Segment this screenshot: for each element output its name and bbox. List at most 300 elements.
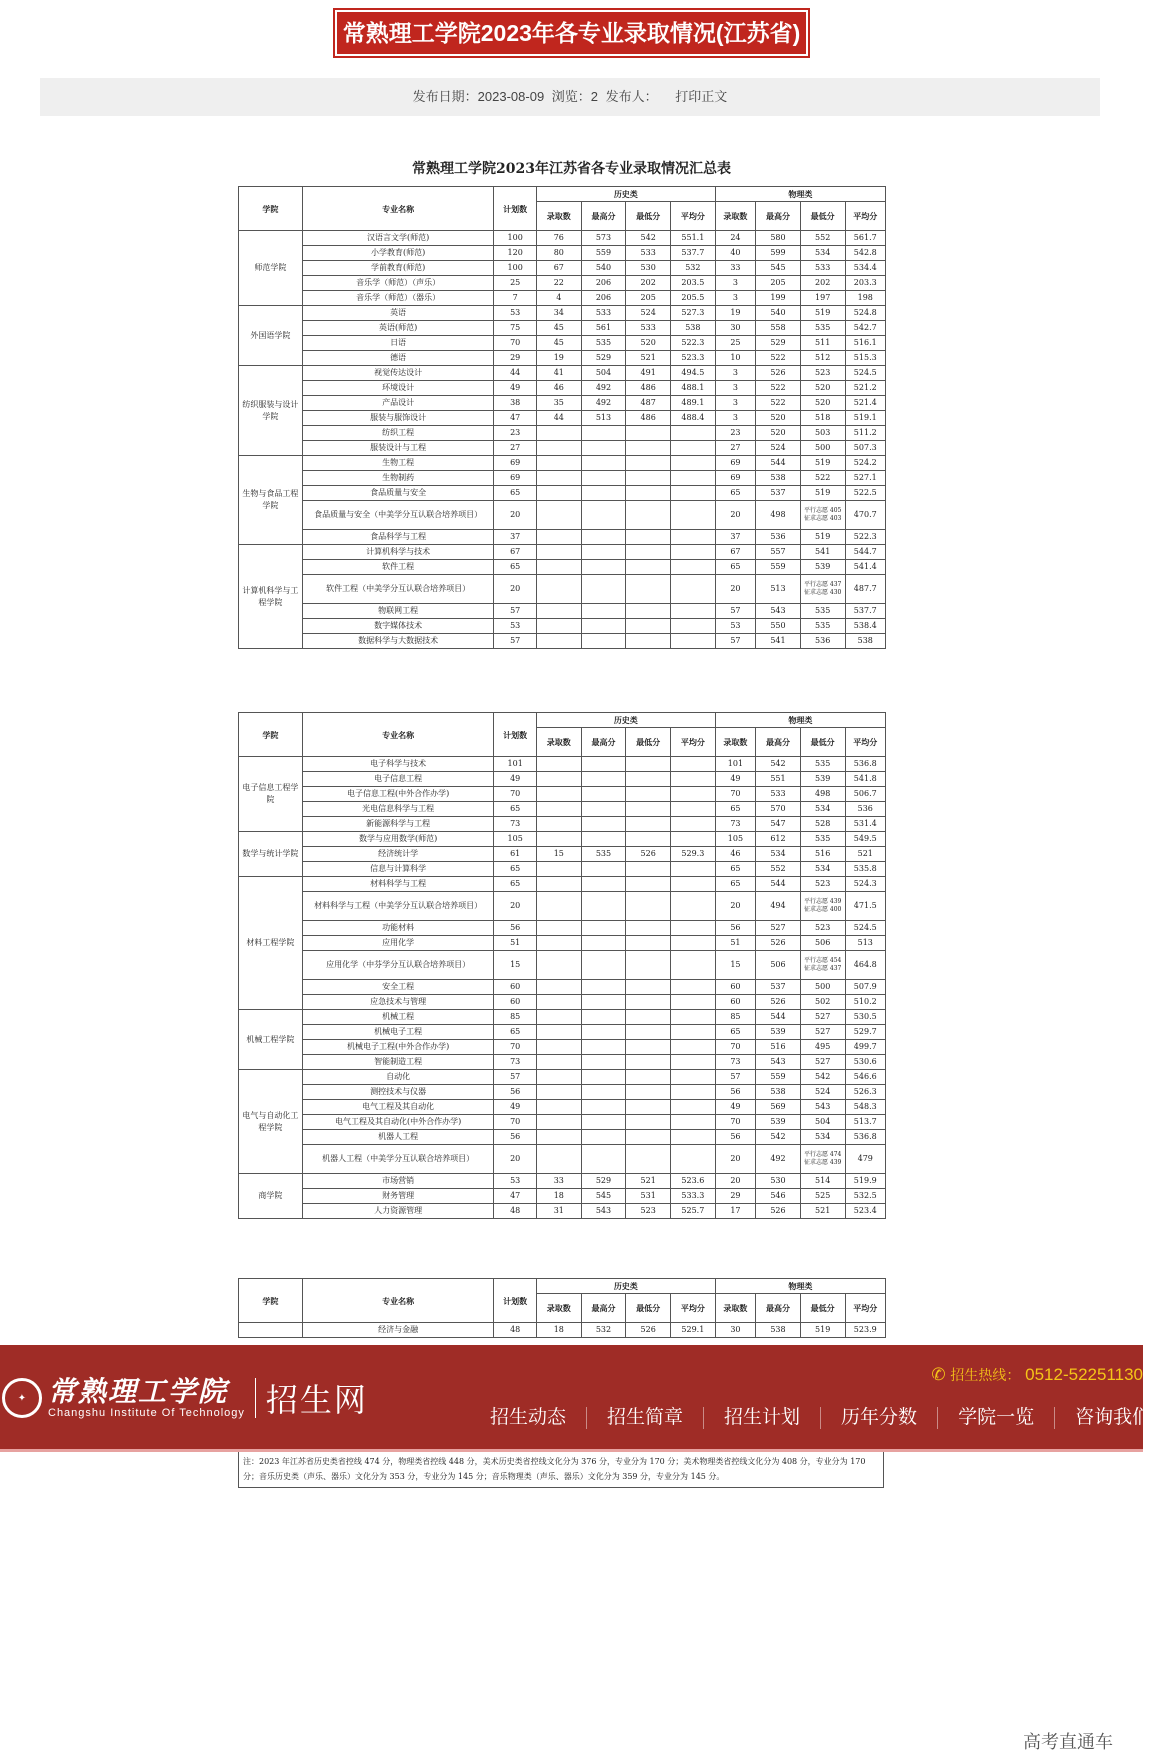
major-cell: 财务管理: [302, 1189, 494, 1204]
value-cell: 506: [800, 936, 845, 951]
major-cell: 服装与服饰设计: [302, 411, 494, 426]
value-cell: [536, 787, 581, 802]
table-row: [239, 381, 886, 396]
value-cell: 523.6: [671, 1174, 716, 1189]
value-cell: 531: [626, 1189, 671, 1204]
nav-item-colleges[interactable]: 学院一览: [938, 1407, 1055, 1429]
table-row: [239, 231, 886, 246]
value-cell: 525: [800, 1189, 845, 1204]
value-cell: [581, 1085, 626, 1100]
major-cell: 物联网工程: [302, 604, 494, 619]
major-cell: 食品质量与安全: [302, 486, 494, 501]
value-cell: 580: [756, 231, 801, 246]
value-cell: 510.2: [845, 995, 886, 1010]
value-cell: [581, 772, 626, 787]
subheader-cell: 平均分: [671, 728, 716, 757]
value-cell: 3: [715, 366, 755, 381]
value-cell: 538: [756, 471, 801, 486]
value-cell: 524.5: [845, 366, 886, 381]
value-cell: 57: [494, 634, 537, 649]
value-cell: 529.7: [845, 1025, 886, 1040]
value-cell: 533.3: [671, 1189, 716, 1204]
value-cell: 56: [494, 921, 537, 936]
value-cell: [671, 921, 716, 936]
value-cell: [581, 1025, 626, 1040]
value-cell: 513: [756, 575, 801, 604]
major-cell: 功能材料: [302, 921, 494, 936]
value-cell: 534: [800, 1130, 845, 1145]
value-cell: [536, 1145, 581, 1174]
value-cell: 76: [536, 231, 581, 246]
value-cell: [671, 980, 716, 995]
admission-table-2: [238, 712, 886, 1219]
value-cell: 559: [756, 1070, 801, 1085]
value-cell: 56: [494, 1085, 537, 1100]
value-cell: 65: [494, 560, 537, 575]
value-cell: 542: [800, 1070, 845, 1085]
value-cell: 523.9: [845, 1323, 886, 1338]
major-cell: 英语(师范): [302, 321, 494, 336]
table-row: [239, 951, 886, 980]
value-cell: 539: [800, 560, 845, 575]
value-cell: 523: [626, 1204, 671, 1219]
major-cell: 应用化学（中芬学分互认联合培养项目）: [302, 951, 494, 980]
value-cell: 48: [494, 1323, 537, 1338]
table-row: [239, 1189, 886, 1204]
value-cell: 520: [626, 336, 671, 351]
value-cell: 69: [715, 471, 755, 486]
value-cell: [581, 1100, 626, 1115]
value-cell: 503: [800, 426, 845, 441]
value-cell: 20: [715, 892, 755, 921]
print-button[interactable]: 打印正文: [675, 89, 728, 104]
value-cell: 202: [626, 276, 671, 291]
table-row: [239, 456, 886, 471]
major-cell: 数字媒体技术: [302, 619, 494, 634]
header-plan: 计划数: [494, 713, 537, 757]
value-cell: 539: [800, 772, 845, 787]
value-cell: 532.5: [845, 1189, 886, 1204]
value-cell: [581, 951, 626, 980]
value-cell: [671, 892, 716, 921]
value-cell: 535: [800, 619, 845, 634]
value-cell: 522: [756, 351, 801, 366]
major-cell: 软件工程（中美学分互认联合培养项目）: [302, 575, 494, 604]
value-cell: [626, 832, 671, 847]
value-cell: 552: [756, 862, 801, 877]
value-cell: 495: [800, 1040, 845, 1055]
value-cell: 541.4: [845, 560, 886, 575]
header-physics: 物理类: [715, 1279, 885, 1294]
value-cell: 519: [800, 1323, 845, 1338]
table-row: [239, 877, 886, 892]
value-cell: 56: [494, 1130, 537, 1145]
value-cell: [581, 862, 626, 877]
header-plan: 计划数: [494, 187, 537, 231]
value-cell: 530.6: [845, 1055, 886, 1070]
value-cell: [536, 1100, 581, 1115]
value-cell: [581, 817, 626, 832]
subheader-cell: 录取数: [536, 728, 581, 757]
value-cell: 4: [536, 291, 581, 306]
school-emblem-icon: ✦: [2, 1378, 42, 1418]
value-cell: 65: [715, 862, 755, 877]
school-cell: 计算机科学与工程学院: [239, 545, 303, 649]
value-cell: 105: [494, 832, 537, 847]
value-cell: 504: [800, 1115, 845, 1130]
value-cell: 101: [494, 757, 537, 772]
value-cell: 526: [756, 1204, 801, 1219]
table-row: [239, 802, 886, 817]
value-cell: [581, 1040, 626, 1055]
value-cell: 120: [494, 246, 537, 261]
table-row: [239, 1115, 886, 1130]
value-cell: 527: [800, 1025, 845, 1040]
value-cell: 599: [756, 246, 801, 261]
value-cell: 498: [800, 787, 845, 802]
value-cell: 516.1: [845, 336, 886, 351]
value-cell: 544: [756, 1010, 801, 1025]
value-cell: 527.1: [845, 471, 886, 486]
value-cell: [581, 545, 626, 560]
major-cell: 环境设计: [302, 381, 494, 396]
value-cell: 561.7: [845, 231, 886, 246]
value-cell: 542.8: [845, 246, 886, 261]
table-row: [239, 936, 886, 951]
value-cell: 544.7: [845, 545, 886, 560]
value-cell: [626, 604, 671, 619]
site-name: 招生网: [265, 1382, 368, 1418]
value-cell: [536, 995, 581, 1010]
value-cell: 535: [800, 757, 845, 772]
major-cell: 机器人工程: [302, 1130, 494, 1145]
header-plan: 计划数: [494, 1279, 537, 1323]
value-cell: [626, 1025, 671, 1040]
value-cell: [671, 995, 716, 1010]
value-cell: [626, 1070, 671, 1085]
value-cell: [581, 1115, 626, 1130]
value-cell: 49: [494, 772, 537, 787]
value-cell: 65: [494, 486, 537, 501]
value-cell: [626, 802, 671, 817]
value-cell: 19: [536, 351, 581, 366]
value-cell: [626, 575, 671, 604]
value-cell: 3: [715, 396, 755, 411]
subheader-cell: 最低分: [626, 1294, 671, 1323]
value-cell: [536, 545, 581, 560]
subheader-cell: 录取数: [536, 1294, 581, 1323]
value-cell: 60: [715, 995, 755, 1010]
value-cell: 20: [715, 501, 755, 530]
value-cell: [536, 560, 581, 575]
value-cell: 41: [536, 366, 581, 381]
table-row: [239, 366, 886, 381]
value-cell: 20: [715, 1145, 755, 1174]
value-cell: [536, 456, 581, 471]
value-cell: 534: [800, 802, 845, 817]
value-cell: 506: [756, 951, 801, 980]
value-cell: 65: [715, 802, 755, 817]
value-cell: 49: [494, 381, 537, 396]
value-cell: [581, 560, 626, 575]
value-cell: 57: [715, 634, 755, 649]
value-cell: 536.8: [845, 757, 886, 772]
value-cell: 536: [756, 530, 801, 545]
table-row: [239, 862, 886, 877]
value-cell: 524.2: [845, 456, 886, 471]
value-cell: [581, 877, 626, 892]
value-cell: 494.5: [671, 366, 716, 381]
value-cell: [626, 486, 671, 501]
value-cell: 56: [715, 1130, 755, 1145]
major-cell: 学前教育(师范): [302, 261, 494, 276]
value-cell: 22: [536, 276, 581, 291]
major-cell: 德语: [302, 351, 494, 366]
value-cell: 198: [845, 291, 886, 306]
subheader-cell: 平均分: [845, 1294, 886, 1323]
major-cell: 日语: [302, 336, 494, 351]
value-cell: 40: [715, 246, 755, 261]
value-cell: 203.3: [845, 276, 886, 291]
value-cell: 521.4: [845, 396, 886, 411]
value-cell: 541: [756, 634, 801, 649]
value-cell: [581, 921, 626, 936]
value-cell: 533: [756, 787, 801, 802]
value-cell: [671, 501, 716, 530]
value-cell: 51: [494, 936, 537, 951]
value-cell: [671, 817, 716, 832]
value-cell: 3: [715, 411, 755, 426]
table-row: [239, 1055, 886, 1070]
value-cell: 548.3: [845, 1100, 886, 1115]
school-cell: [239, 1323, 303, 1338]
value-cell: 65: [494, 802, 537, 817]
value-cell: 65: [494, 862, 537, 877]
value-cell: 573: [581, 231, 626, 246]
value-cell: [536, 634, 581, 649]
value-cell: [626, 921, 671, 936]
nav-item-contact[interactable]: 咨询我们: [1075, 1407, 1151, 1428]
value-cell: 535: [581, 847, 626, 862]
value-cell: [626, 772, 671, 787]
value-cell: 559: [756, 560, 801, 575]
value-cell: [536, 1010, 581, 1025]
value-cell: [626, 1040, 671, 1055]
split-value: 征求志愿 400: [803, 906, 842, 913]
nav-item-scores[interactable]: 历年分数: [821, 1407, 938, 1429]
value-cell: 85: [715, 1010, 755, 1025]
school-cell: 生物与食品工程学院: [239, 456, 303, 545]
school-cell: 外国语学院: [239, 306, 303, 366]
value-cell: 500: [800, 441, 845, 456]
value-cell: 69: [494, 456, 537, 471]
value-cell: 44: [536, 411, 581, 426]
value-cell: 56: [715, 1085, 755, 1100]
value-cell: 551.1: [671, 231, 716, 246]
table-row: [239, 261, 886, 276]
value-cell: 70: [494, 336, 537, 351]
admission-table-3: [238, 1278, 886, 1345]
value-cell: [536, 575, 581, 604]
value-cell: 523.4: [845, 1204, 886, 1219]
value-cell: 498: [756, 501, 801, 530]
value-cell: [671, 757, 716, 772]
value-cell: 537.7: [671, 246, 716, 261]
value-cell: [536, 802, 581, 817]
value-cell: 486: [626, 381, 671, 396]
value-cell: [536, 1070, 581, 1085]
split-value: 平行志愿 474: [803, 1151, 842, 1158]
value-cell: 80: [536, 246, 581, 261]
value-cell: 45: [536, 321, 581, 336]
site-logo[interactable]: [2, 1375, 368, 1421]
value-cell: [536, 757, 581, 772]
value-cell: 559: [581, 246, 626, 261]
table-row: [239, 336, 886, 351]
value-cell: [671, 1010, 716, 1025]
value-cell: 48: [494, 1204, 537, 1219]
value-cell: [671, 772, 716, 787]
split-value: 平行志愿 439: [803, 898, 842, 905]
school-cell: 数学与统计学院: [239, 832, 303, 877]
value-cell: 29: [715, 1189, 755, 1204]
value-cell: 101: [715, 757, 755, 772]
value-cell: 73: [494, 1055, 537, 1070]
major-cell: 数学与应用数学(师范): [302, 832, 494, 847]
subheader-cell: 最低分: [800, 1294, 845, 1323]
value-cell: [671, 1100, 716, 1115]
value-cell: 522.3: [845, 530, 886, 545]
value-cell: 543: [800, 1100, 845, 1115]
nav-item-news[interactable]: 招生动态: [470, 1407, 587, 1429]
value-cell: 35: [536, 396, 581, 411]
value-cell: [626, 426, 671, 441]
nav-item-plan[interactable]: 招生计划: [704, 1407, 821, 1429]
value-cell: [626, 471, 671, 486]
value-cell: 18: [536, 1189, 581, 1204]
value-cell: 524: [626, 306, 671, 321]
value-cell: 33: [536, 1174, 581, 1189]
value-cell: 470.7: [845, 501, 886, 530]
value-cell: 65: [715, 1025, 755, 1040]
table-row: [239, 832, 886, 847]
value-cell: 20: [715, 1174, 755, 1189]
value-cell: 537: [756, 980, 801, 995]
value-cell: 513.7: [845, 1115, 886, 1130]
value-cell: 70: [715, 1115, 755, 1130]
value-cell: 67: [536, 261, 581, 276]
value-cell: 516: [800, 847, 845, 862]
table-row: [239, 486, 886, 501]
major-cell: 经济与金融: [302, 1323, 494, 1338]
value-cell: 30: [715, 1323, 755, 1338]
value-cell: 65: [715, 877, 755, 892]
subheader-cell: 平均分: [671, 202, 716, 231]
value-cell: 543: [756, 1055, 801, 1070]
value-cell: 561: [581, 321, 626, 336]
value-cell: 491: [626, 366, 671, 381]
value-cell: 70: [494, 1115, 537, 1130]
value-cell: 73: [715, 1055, 755, 1070]
value-cell: 519: [800, 486, 845, 501]
value-cell: [581, 802, 626, 817]
value-cell: 20: [715, 575, 755, 604]
table-row: [239, 545, 886, 560]
value-cell: 522.5: [845, 486, 886, 501]
subheader-cell: 录取数: [715, 202, 755, 231]
value-cell: 569: [756, 1100, 801, 1115]
table-row: [239, 441, 886, 456]
table-row: [239, 396, 886, 411]
value-cell: [626, 1055, 671, 1070]
value-cell: 516: [756, 1040, 801, 1055]
value-cell: 3: [715, 291, 755, 306]
value-cell: 23: [494, 426, 537, 441]
value-cell: 10: [715, 351, 755, 366]
value-cell: [671, 1025, 716, 1040]
value-cell: 33: [715, 261, 755, 276]
header-major: 专业名称: [302, 1279, 494, 1323]
value-cell: 526: [626, 1323, 671, 1338]
nav-item-brochure[interactable]: 招生简章: [587, 1407, 704, 1429]
value-cell: 545: [581, 1189, 626, 1204]
value-cell: 551: [756, 772, 801, 787]
value-cell: 522: [800, 471, 845, 486]
value-cell: 27: [715, 441, 755, 456]
value-cell: 69: [715, 456, 755, 471]
table-row: [239, 575, 886, 604]
value-cell: 524: [800, 1085, 845, 1100]
table-row: [239, 291, 886, 306]
value-cell: 542: [626, 231, 671, 246]
header-row: [239, 1279, 886, 1294]
value-cell: 37: [494, 530, 537, 545]
value-cell: 528: [800, 817, 845, 832]
value-cell: [581, 634, 626, 649]
value-cell: 533: [626, 321, 671, 336]
header-school: 学院: [239, 713, 303, 757]
subheader-cell: 录取数: [715, 1294, 755, 1323]
value-cell: 479: [845, 1145, 886, 1174]
admission-table: [238, 1278, 886, 1338]
value-cell: 25: [715, 336, 755, 351]
value-cell: 550: [756, 619, 801, 634]
value-cell: 529: [581, 1174, 626, 1189]
value-cell: 521: [626, 351, 671, 366]
split-value: 征求志愿 439: [803, 1159, 842, 1166]
major-cell: 信息与计算科学: [302, 862, 494, 877]
value-cell: [536, 604, 581, 619]
major-cell: 生物制药: [302, 471, 494, 486]
value-cell: 520: [800, 396, 845, 411]
value-cell: 65: [715, 486, 755, 501]
school-cell: 电气与自动化工程学院: [239, 1070, 303, 1174]
value-cell: 20: [494, 501, 537, 530]
value-cell: [581, 486, 626, 501]
value-cell: 529: [581, 351, 626, 366]
major-cell: 光电信息科学与工程: [302, 802, 494, 817]
value-cell: [671, 426, 716, 441]
value-cell: [671, 787, 716, 802]
value-cell: [536, 1130, 581, 1145]
table-row: [239, 246, 886, 261]
table-row: [239, 276, 886, 291]
major-cell: 新能源科学与工程: [302, 817, 494, 832]
value-cell: [626, 877, 671, 892]
value-cell: 65: [494, 1025, 537, 1040]
value-cell: 488.4: [671, 411, 716, 426]
value-cell: 519.9: [845, 1174, 886, 1189]
